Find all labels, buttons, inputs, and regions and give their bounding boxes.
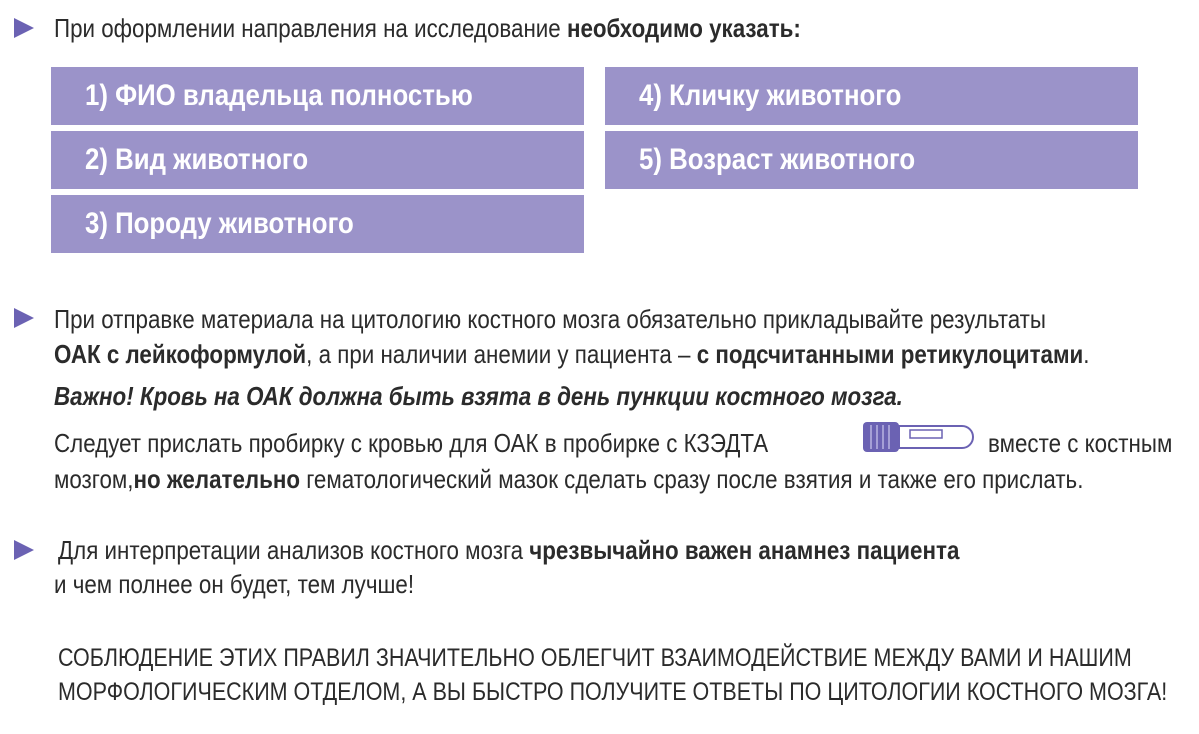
requirement-box-3-label: 3) Породу животного	[85, 207, 354, 240]
section2-reticulocytes-bold: с подсчитанными ретикулоцитами	[696, 339, 1084, 369]
section2-line4b	[988, 428, 1199, 458]
section2-line2-end: .	[1083, 339, 1090, 369]
section2-line2	[54, 339, 1199, 369]
bullet-arrow-icon	[14, 540, 34, 560]
section2-line5	[54, 464, 1199, 494]
footer-line2	[58, 677, 1199, 707]
section2-line4a-text: Следует прислать пробирку с кровью для ОАК в пробирке с КЗЭДТА	[54, 428, 769, 458]
section2-line4a	[54, 428, 884, 458]
requirement-box-5	[605, 131, 1138, 189]
bullet-arrow-icon	[14, 18, 34, 38]
section2-line5-start: мозгом,	[54, 464, 134, 494]
section1-intro-bold: необходимо указать:	[566, 13, 801, 43]
footer-line1	[58, 643, 1199, 673]
requirement-box-5-label: 5) Возраст животного	[639, 143, 916, 176]
section2-line1-text: При отправке материала на цитологию костного мозга обязательно прикладывайте результаты	[54, 304, 1046, 334]
section2-cbc-bold: ОАК с лейкоформулой	[54, 339, 307, 369]
bullet-arrow-icon	[14, 308, 34, 328]
section3-line1-text: Для интерпретации анализов костного мозга	[58, 535, 530, 565]
section3-line2-text: и чем полнее он будет, тем лучше!	[54, 569, 415, 599]
section1-intro	[54, 13, 922, 43]
section2-preferably-bold: но желательно	[133, 464, 301, 494]
footer-line1-text: СОБЛЮДЕНИЕ ЭТИХ ПРАВИЛ ЗНАЧИТЕЛЬНО ОБЛЕГЧИТ ВЗАИМОДЕЙСТВИЕ МЕЖДУ ВАМИ И НАШИМ	[58, 644, 1132, 672]
footer-line2-text: МОРФОЛОГИЧЕСКИМ ОТДЕЛОМ, А ВЫ БЫСТРО ПОЛУЧИТЕ ОТВЕТЫ ПО ЦИТОЛОГИИ КОСТНОГО МОЗГА!	[58, 678, 1168, 706]
requirement-box-4-label: 4) Кличку животного	[639, 79, 902, 112]
section2-line4b-text: вместе с костным	[988, 428, 1173, 458]
requirement-box-2	[51, 131, 584, 189]
section2-important	[54, 381, 1041, 411]
requirement-box-2-label: 2) Вид животного	[85, 143, 309, 176]
requirement-box-1-label: 1) ФИО владельца полностью	[85, 79, 473, 112]
requirement-box-1	[51, 67, 584, 125]
section2-line5-end: гематологический мазок сделать сразу после взятия и также его прислать.	[300, 464, 1084, 494]
section2-line2-text: , а при наличии анемии у пациента –	[306, 339, 697, 369]
section1-intro-text: При оформлении направления на исследование	[54, 13, 567, 43]
edta-tube-icon	[862, 421, 978, 453]
section3-line1	[58, 535, 1106, 565]
section3-anamnesis-bold: чрезвычайно важен анамнез пациента	[529, 535, 960, 565]
section2-line1	[54, 304, 1199, 334]
requirement-box-4	[605, 67, 1138, 125]
section2-important-text: Важно! Кровь на ОАК должна быть взята в день пункции костного мозга.	[54, 381, 903, 411]
requirement-box-3	[51, 195, 584, 253]
section3-line2	[54, 569, 473, 599]
